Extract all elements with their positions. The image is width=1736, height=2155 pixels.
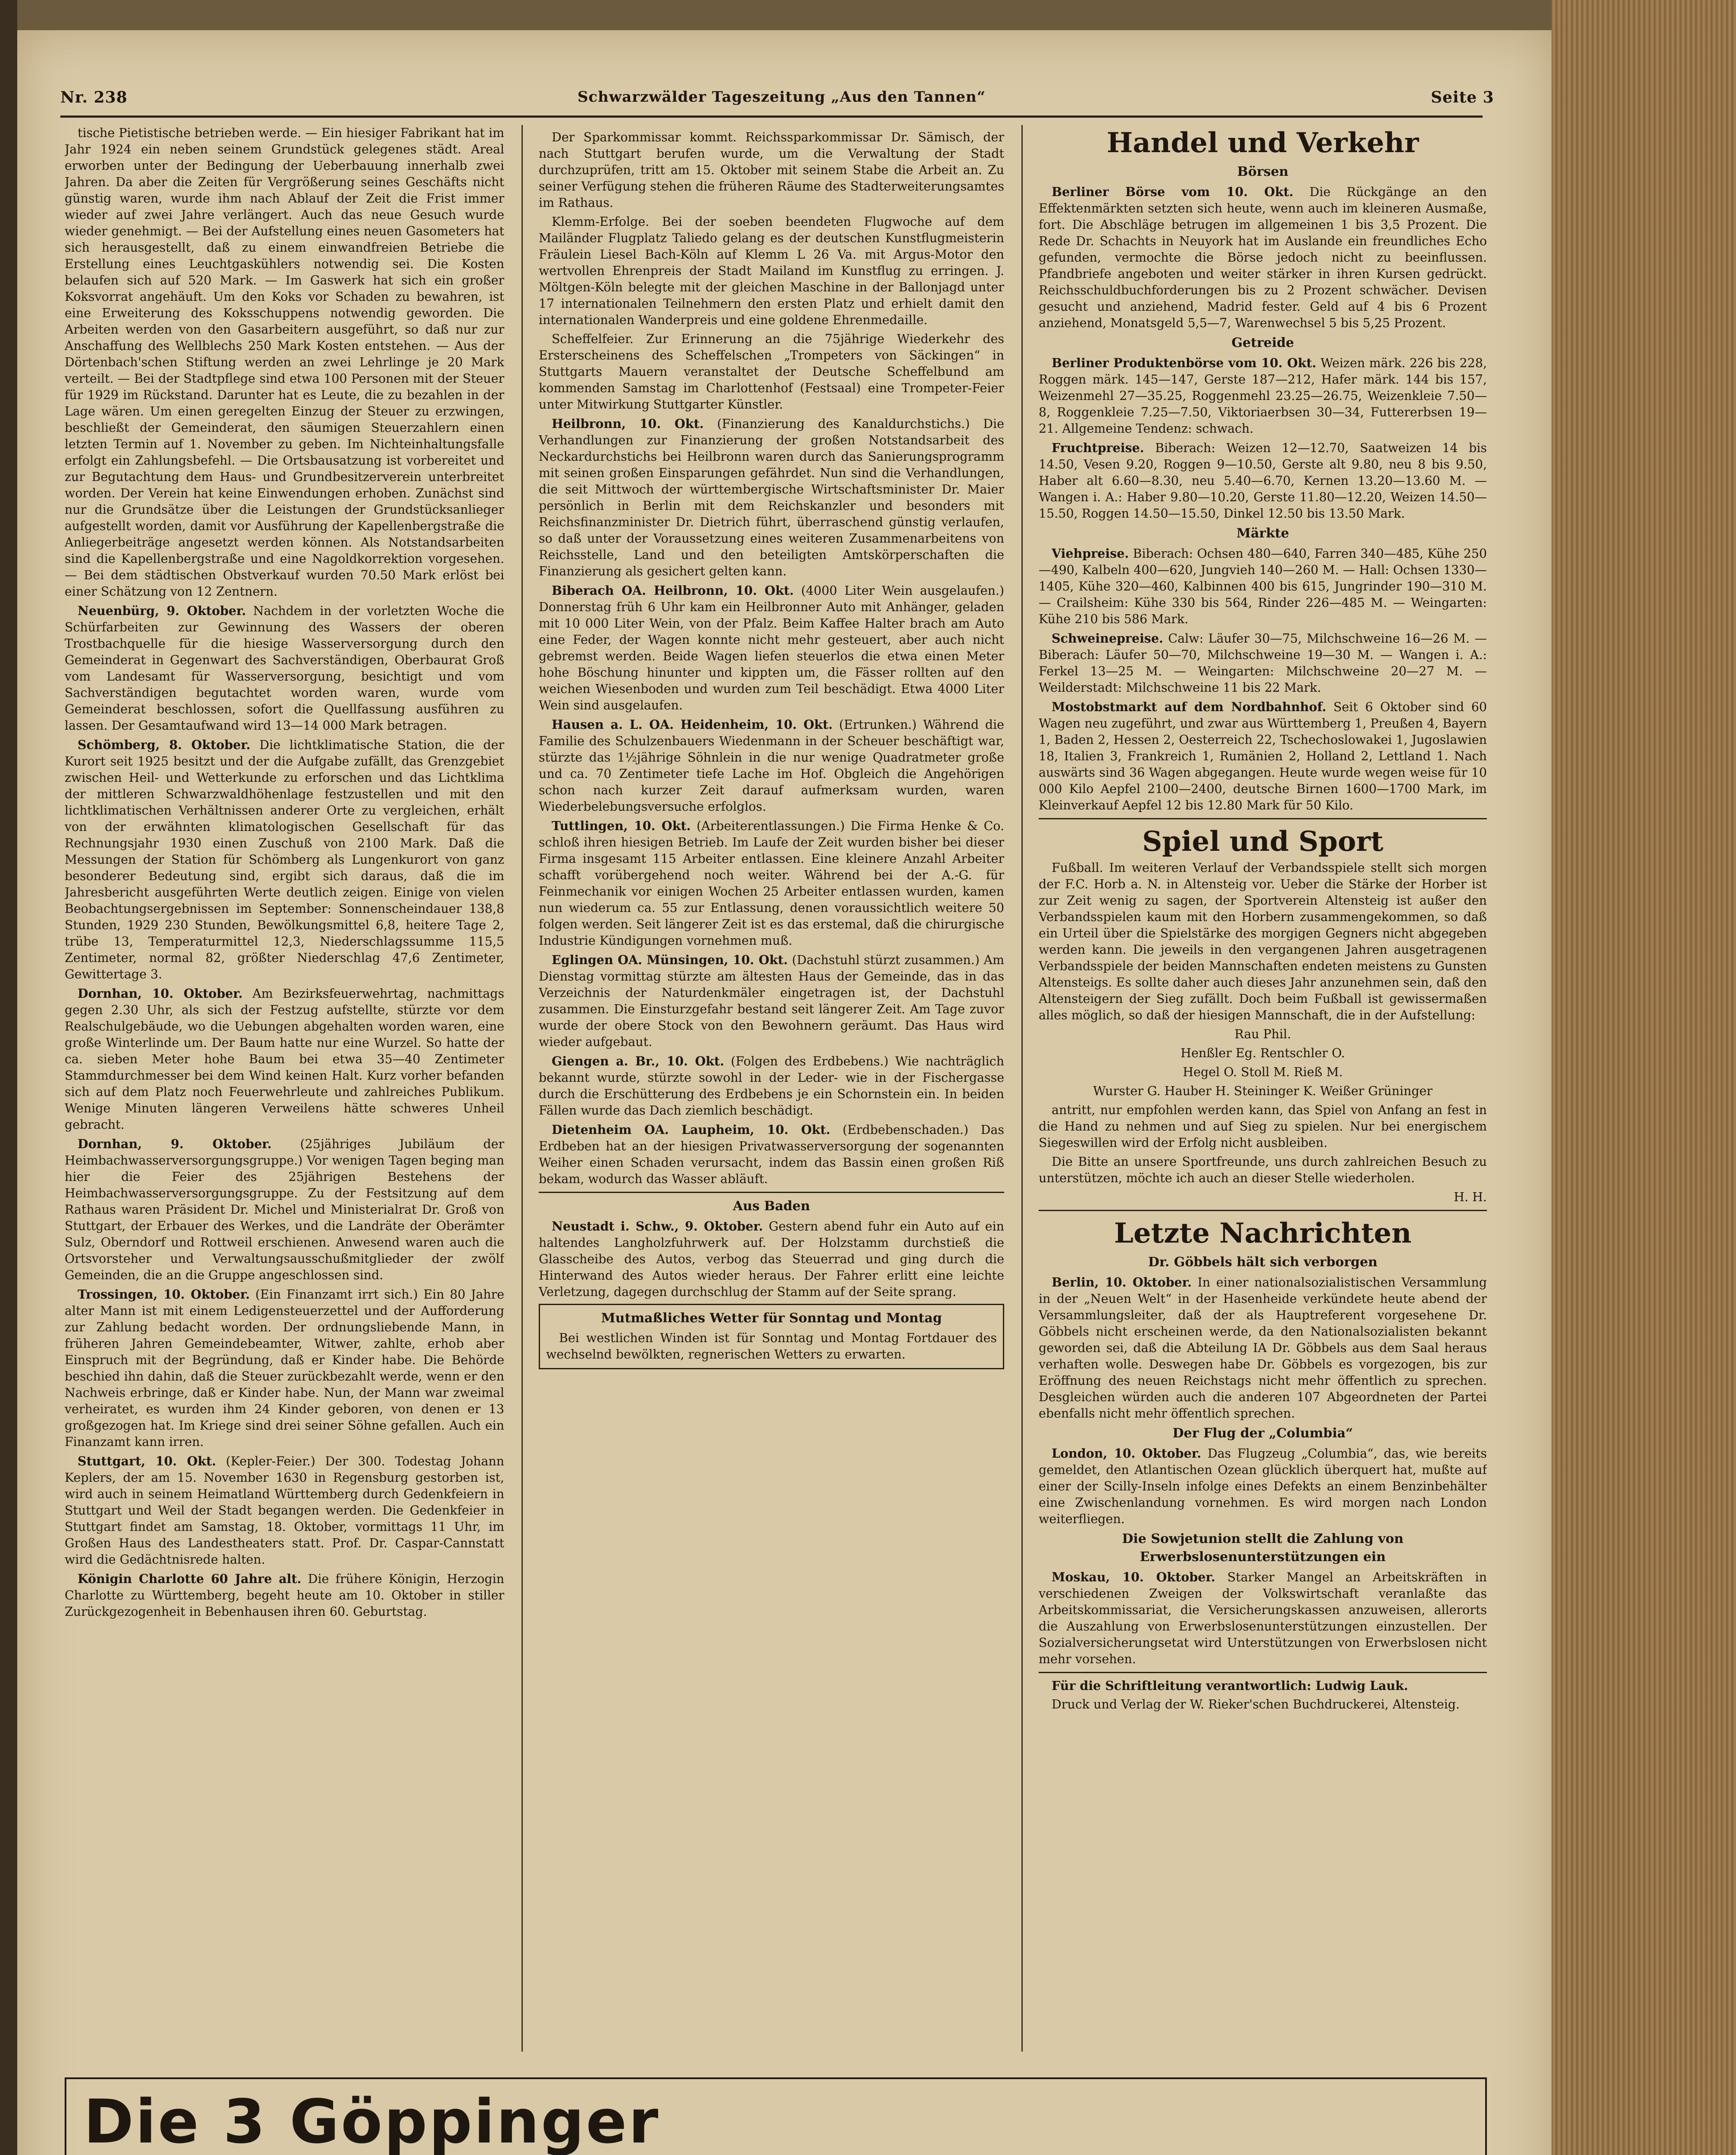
subheading-maerkte: Märkte bbox=[1236, 526, 1290, 541]
dateline: Eglingen OA. Münsingen, 10. Okt. bbox=[552, 953, 788, 967]
dateline: Giengen a. Br., 10. Okt. bbox=[552, 1054, 724, 1068]
news-article: London, 10. Oktober. Das Flugzeug „Columbia“, das, wie bereits gemeldet, den Atlantischen Ozean glücklich überquert hat, mußte auf einer der Scilly-Inseln infolge eines Defekts an einem Benzinbehälter eine Zwischenlandung vornehmen. Es wird morgen nach London weiterfliegen. bbox=[1039, 1446, 1487, 1526]
article: Giengen a. Br., 10. Okt. (Folgen des Erdbebens.) Wie nachträglich bekannt wurde, stürzte sowohl in der Leder- wie in der Fischergasse durch die Erschütterung des Erdbebens je ein Schornstein ein. In beiden Fällen wurde das Dach ziemlich beschädigt. bbox=[539, 1054, 1004, 1118]
masthead-rule bbox=[60, 116, 1483, 118]
lineup-row: Rau Phil. bbox=[1234, 1027, 1291, 1041]
imprint-editor: Für die Schriftleitung verantwortlich: Ludwig Lauk. bbox=[1052, 1678, 1408, 1693]
advertisement-goeppinger bbox=[65, 2077, 1487, 2155]
ad-headline: Die 3 Göppinger bbox=[84, 2087, 660, 2155]
news-article: Berlin, 10. Oktober. In einer nationalsozialistischen Versammlung in der „Neuen Welt“ in der Hasenheide verkündete heute abend der Versammlungsleiter, daß der als Hauptreferent vorgesehene Dr. Göbbels nicht erscheinen werde, da den Nationalsozialisten bekannt geworden sei, daß die Abteilung IA Dr. Göbbels aus dem Saal heraus verhaften wolle. Deswegen habe Dr. Göbbels es vorgezogen, bis zur Eröffnung des neuen Reichstags nicht mehr öffentlich zu sprechen. Desgleichen würden auch die anderen 107 Abgeordneten der Partei ebenfalls nicht mehr öffentlich sprechen. bbox=[1039, 1275, 1487, 1421]
issue-number: Nr. 238 bbox=[60, 88, 128, 106]
book-spine bbox=[1552, 0, 1736, 2155]
news-article: Moskau, 10. Oktober. Starker Mangel an Arbeitskräften in verschiedenen Zweigen der Volkswirtschaft veranlaßte das Arbeitskommissariat, die Versicherungskassen anzuweisen, allerorts die Auszahlung von Erwerbslosenunterstützungen einzustellen. Der Sozialversicherungsetat wird Unterstützungen von Erwerbslosen nicht mehr vorsehen. bbox=[1039, 1570, 1487, 1666]
lineup-row: Henßler Eg. Rentschler O. bbox=[1180, 1046, 1345, 1060]
subheading-boersen: Börsen bbox=[1237, 164, 1289, 179]
dateline: Heilbronn, 10. Okt. bbox=[552, 416, 704, 431]
weather-heading: Mutmaßliches Wetter für Sonntag und Montag bbox=[601, 1311, 942, 1326]
article: tische Pietistische betrieben werde. — Ein hiesiger Fabrikant hat im Jahr 1924 ein neben seinem Grundstück gelegenes städt. Areal erworben unter der Bedingung der Ueberbauung innerhalb zwei Jahren. Da aber die Zeiten für Vergrößerung seines Geschäfts nicht günstig waren, wurde ihm nach Ablauf der Zeit die Frist immer wieder auf zwei Jahre verlängert. Auch das neue Gesuch wurde wieder genehmigt. — Bei der Aufstellung eines neuen Gasometers hat sich herausgestellt, daß zu einem einwandfreien Betriebe die Erstellung eines Leuchtgaskühlers notwendig sei. Die Kosten belaufen sich auf 520 Mark. — Im Gaswerk hat sich ein großer Koksvorrat angehäuft. Um den Koks vor Schaden zu bewahren, ist eine Erweiterung des Koksschuppens notwendig geworden. Die Arbeiten werden von den Gasarbeitern ausgeführt, so daß nur zur Anschaffung des Wellblechs 250 Mark Kosten entstehen. — Aus der Dörtenbach'schen Stiftung werden an zwei Lehrlinge je 20 Mark verteilt. — Bei der Stadtpflege sind etwa 100 Personen mit der Steuer für 1929 im Rückstand. Darunter hat es Leute, die zu bezahlen in der Lage wären. Um einen geregelten Einzug der Steuer zu erzwingen, beschließt der Gemeinderat, den säumigen Steuerzahlern einen letzten Termin auf 1. November zu geben. Im Nichteinhaltungsfalle erfolgt ein Zahlungsbefehl. — Die Ortsbausatzung ist vorbereitet und zur Begutachtung dem Haus- und Grundbesitzerverein unterbreitet worden. Der Verein hat keine Einwendungen erhoben. Zunächst sind nur die Grundsätze über die Leistungen der Grundstücksanlieger aufgestellt worden, damit vor Ausführung der Kapellenbergstraße die Anliegerbeiträge angesetzt werden können. Als Notstandsarbeiten sind die Kapellenbergstraße und eine Nagoldkorrektion vorgesehen. — Bei dem städtischen Obstverkauf wurden 70.50 Mark erlöst bei einer Schätzung von 12 Zentnern. bbox=[65, 126, 504, 599]
article: Neustadt i. Schw., 9. Oktober. Gestern abend fuhr ein Auto auf ein haltendes Langholzfuhrwerk auf. Der Holzstamm durchstieß die Glasscheibe des Autos, verbog das Steuerrad und ging durch die Hinterwand des Autos wieder heraus. Der Fahrer erlitt eine leichte Verletzung, dagegen durchschlug der Stamm auf der Seite sprang. bbox=[539, 1219, 1004, 1299]
column-local-news bbox=[65, 125, 504, 2052]
news-heading: Dr. Göbbels hält sich verborgen bbox=[1148, 1255, 1378, 1270]
article: Eglingen OA. Münsingen, 10. Okt. (Dachstuhl stürzt zusammen.) Am Dienstag vormittag stürzte am ältesten Haus der Gemeinde, das in das Verzeichnis der Naturdenkmäler eingetragen ist, der Dachstuhl zusammen. Die Einsturzgefahr bestand seit längerer Zeit. Am Tage zuvor wurde der obere Stock von den Bewohnern geräumt. Das Haus wird wieder aufgebaut. bbox=[539, 953, 1004, 1049]
column-trade-sport-latest bbox=[1039, 125, 1487, 2052]
market-report: Berliner Produktenbörse vom 10. Okt. Weizen märk. 226 bis 228, Roggen märk. 145—147, Gerste 187—212, Hafer märk. 144 bis 157, Weizenmehl 27—35.25, Roggenmehl 23.25—26.75, Weizenkleie 7.50—8, Roggenkleie 7.25—7.50, Viktoriaerbsen 30—34, Futtererbsen 19—21. Allgemeine Tendenz: schwach. bbox=[1039, 356, 1487, 436]
book-binding-left bbox=[0, 0, 17, 2155]
column-rule bbox=[521, 125, 523, 2052]
sport-article: Fußball. Im weiteren Verlauf der Verbandsspiele stellt sich morgen der F.C. Horb a. N. in Altensteig vor. Ueber die Stärke der Horber ist zur Zeit wenig zu sagen, der Sportverein Altensteig ist außer den Verbandsspielen kaum mit den Horbern zusammengekommen, so daß ein Urteil über die Spielstärke des morgigen Gegners nicht abgegeben werden kann. Die jeweils in den vergangenen Jahren ausgetragenen Verbandsspiele der beiden Mannschaften endeten meistens zu Gunsten Altensteigs. Es sollte daher auch dieses Jahr anzunehmen sein, daß den Altensteigern der Sieg zufällt. Doch beim Fußball ist gewissermaßen alles möglich, so daß der hiesigen Mannschaft, die in der Aufstellung: bbox=[1039, 861, 1487, 1022]
sport-article: antritt, nur empfohlen werden kann, das Spiel von Anfang an fest in die Hand zu nehmen und auf Sieg zu spielen. Nur bei energischem Siegeswillen wird der Erfolg nicht ausbleiben. bbox=[1039, 1103, 1487, 1150]
news-heading: Der Flug der „Columbia“ bbox=[1172, 1426, 1353, 1441]
market-report: Berliner Börse vom 10. Okt. Die Rückgänge an den Effektenmärkten setzten sich heute, wenn auch im kleineren Ausmaße, fort. Die Abschläge betrugen im allgemeinen 1 bis 3,5 Prozent. Die Rede Dr. Schachts in Neuyork hat im Auslande ein freundliches Echo gefunden, vermochte die Börse jedoch nicht zu beeinflussen. Pfandbriefe angeboten und weiter stärker in ihren Kursen gedrückt. Reichsschuldbuchforderungen bis zu 2 Prozent schwächer. Devisen gesucht und anziehend, Madrid fester. Geld auf 4 bis 6 Prozent anziehend, Monatsgeld 5,5—7, Warenwechsel 5 bis 5,25 Prozent. bbox=[1039, 184, 1487, 330]
column-regional-news bbox=[539, 129, 1004, 2039]
dateline: Schömberg, 8. Oktober. bbox=[78, 737, 251, 752]
dateline: Hausen a. L. OA. Heidenheim, 10. Okt. bbox=[552, 717, 833, 732]
article: Hausen a. L. OA. Heidenheim, 10. Okt. (Ertrunken.) Während die Familie des Schulzenbauers Wiedenmann in der Scheuer beschäftigt war, stürzte das 1½jährige Söhnlein in die nur wenige Quadratmeter große und ca. 70 Zentimeter tiefe Lache im Hof. Obgleich die Angehörigen schon nach kurzer Zeit darauf aufmerksam wurden, waren Wiederbelebungsversuche erfolglos. bbox=[539, 717, 1004, 814]
section-heading-latest: Letzte Nachrichten bbox=[1114, 1217, 1411, 1249]
market-report: Mostobstmarkt auf dem Nordbahnhof. Seit 6 Oktober sind 60 Wagen neu zugeführt, und zwar aus Württemberg 1, Preußen 4, Bayern 1, Baden 2, Hessen 2, Oesterreich 22, Tschechoslowakei 1, Jugoslawien 18, Italien 3, Frankreich 1, Rumänien 2, Holland 2, Lettland 1. Nach auswärts sind 36 Wagen abgegangen. Heute wurde wegen weise für 10 000 Kilo Aepfel 2100—2400, deutsche Birnen 1600—1700 Mark, im Kleinverkauf Aepfel 12 bis 12.80 Mark für 50 Kilo. bbox=[1039, 700, 1487, 812]
imprint-publisher: Druck und Verlag der W. Rieker'schen Buchdruckerei, Altensteig. bbox=[1052, 1697, 1460, 1712]
dateline: Dornhan, 9. Oktober. bbox=[78, 1137, 272, 1151]
newspaper-title: Schwarzwälder Tageszeitung „Aus den Tannen“ bbox=[578, 88, 986, 106]
article: Dornhan, 10. Oktober. Am Bezirksfeuerwehrtag, nachmittags gegen 2.30 Uhr, als sich der Festzug aufstellte, stürzte vor dem Realschulgebäude, wo die Uebungen abgehalten worden waren, eine große Winterlinde um. Der Baum hatte nur eine Wurzel. So hatte der ca. sieben Meter hohe Baum bei etwa 35—40 Zentimeter Stammdurchmesser bei dem Wind keinen Halt. Kurz vorher befanden sich auf dem Platz noch Feuerwehrleute und zahlreiches Publikum. Wenige Minuten längeren Verweilens hätte schweres Unheil gebracht. bbox=[65, 986, 504, 1132]
article: Trossingen, 10. Oktober. (Ein Finanzamt irrt sich.) Ein 80 Jahre alter Mann ist mit einem Ledigensteuerzettel und der Aufforderung zur Zahlung bedacht worden. Der ordnungsliebende Mann, in früheren Jahren Gemeindebeamter, Witwer, zahlte, erhob aber Einspruch mit der Begründung, daß er Kinder habe. Die Behörde beschied ihn dahin, daß die Steuer zurückbezahlt werde, wenn er den Nachweis erbringe, daß er Kinder habe. Nun, der Mann war zweimal verheiratet, es wurden ihm 24 Kinder geboren, von denen er 13 großgezogen hat. Im Kriege sind drei seiner Söhne gefallen. Auch ein Finanzamt kann irren. bbox=[65, 1287, 504, 1449]
section-rule bbox=[1039, 818, 1487, 819]
section-rule bbox=[539, 1192, 1004, 1193]
article: Schömberg, 8. Oktober. Die lichtklimatische Station, die der Kurort seit 1925 besitzt und der die Aufgabe zufällt, das Grenzgebiet zwischen Heil- und Wetterkunde zu erforschen und das Lichtklima der mittleren Schwarzwaldhöhenlage festzustellen und mit den lichtklimatischen Verhältnissen anderer Orte zu vergleichen, erhält von der erwähnten klimatologischen Gesellschaft für das Rechnungsjahr 1930 einen Zuschuß von 2100 Mark. Daß die Messungen der Station für Schömberg als Lungenkurort von ganz besonderer Bedeutung sind, ergibt sich daraus, daß die im Jahresbericht ausgeführten Werte deutlich zeigen. Einige von vielen Beobachtungsergebnissen im September: Sonnenscheindauer 138,8 Stunden, 1929 230 Stunden, Bewölkungsmittel 6,8, heitere Tage 2, trübe 13, Temperaturmittel 12,3, Niederschlagssumme 115,5 Zentimeter, normal 82, größter Niederschlag 47,6 Zentimeter, Gewittertage 3. bbox=[65, 737, 504, 981]
author-signature: H. H. bbox=[1454, 1190, 1487, 1204]
article: Tuttlingen, 10. Okt. (Arbeiterentlassungen.) Die Firma Henke & Co. schloß ihren hiesigen Betrieb. Im Laufe der Zeit wurden bisher bei dieser Firma insgesamt 115 Arbeiter entlassen. Eine kleinere Anzahl Arbeiter schafft vorübergehend noch weiter. Während bei der A.-G. für Feinmechanik vor einigen Wochen 25 Arbeiter entlassen wurden, kamen nun wiederum ca. 55 zur Entlassung, denen voraussichtlich weitere 50 folgen werden. Seit längerer Zeit ist es das erstemal, daß die chirurgische Industrie Kündigungen vornehmen muß. bbox=[539, 818, 1004, 948]
article: Heilbronn, 10. Okt. (Finanzierung des Kanaldurchstichs.) Die Verhandlungen zur Finanzierung der großen Notstandsarbeit des Neckardurchstichs bei Heilbronn waren durch das Sanierungsprogramm mit seinen großen Einsparungen gefährdet. Nun sind die Verhandlungen, die seit Mittwoch der württembergische Wirtschaftsminister Dr. Maier persönlich in Berlin mit dem Reichskanzler und besonders mit Reichsfinanzminister Dr. Dietrich führt, überraschend günstig verlaufen, so daß unter der Voraussetzung eines weiteren Zusammenarbeitens von Reichsstelle, Land und den beteiligten Amtskörperschaften die Finanzierung als gesichert gelten kann. bbox=[539, 416, 1004, 578]
dateline: Dornhan, 10. Oktober. bbox=[78, 986, 243, 1001]
weather-text: Bei westlichen Winden ist für Sonntag und Montag Fortdauer des wechselnd bewölkten, regnerischen Wetters zu erwarten. bbox=[546, 1331, 997, 1362]
dateline: Stuttgart, 10. Okt. bbox=[78, 1454, 216, 1468]
dateline: Neuenbürg, 9. Oktober. bbox=[78, 603, 246, 618]
lineup-row: Wurster G. Hauber H. Steininger K. Weißer Grüninger bbox=[1093, 1084, 1433, 1098]
article: Klemm-Erfolge. Bei der soeben beendeten Flugwoche auf dem Mailänder Flugplatz Taliedo gelang es der deutschen Kunstflugmeisterin Fräulein Liesel Bach-Köln auf Klemm L 26 Va. mit Argus-Motor den wertvollen Ehrenpreis der Stadt Mailand im Kunstflug zu erringen. J. Möltgen-Köln belegte mit der gleichen Maschine in der Ballonjagd unter 17 internationalen Teilnehmern den ersten Platz und erhielt damit den internationalen Wanderpreis und eine goldene Ehrenmedaille. bbox=[539, 215, 1004, 327]
section-heading-sport: Spiel und Sport bbox=[1142, 825, 1383, 858]
article: Der Sparkommissar kommt. Reichssparkommissar Dr. Sämisch, der nach Stuttgart berufen wurde, um die Verwaltung der Stadt durchzuprüfen, tritt am 15. Oktober mit seinem Stabe die Arbeit an. Zu seiner Verfügung stehen die früheren Räume des Stadterweiterungsamtes im Rathaus. bbox=[539, 130, 1004, 210]
article: Stuttgart, 10. Okt. (Kepler-Feier.) Der 300. Todestag Johann Keplers, der am 15. November 1630 in Regensburg gestorben ist, wird auch in seinem Heimatland Württemberg durch Gedenkfeiern in Stuttgart und Weil der Stadt begangen werden. Die Gedenkfeier in Stuttgart findet am Samstag, 18. Oktober, vormittags 11 Uhr, im Großen Haus des Landestheaters statt. Prof. Dr. Caspar-Cannstatt wird die Gedächtnisrede halten. bbox=[65, 1454, 504, 1567]
article: Neuenbürg, 9. Oktober. Nachdem in der vorletzten Woche die Schürfarbeiten zur Gewinnung des Wassers der oberen Trostbachquelle für die hiesige Wasserversorgung durch den Gemeinderat in Gegenwart des Sachverständigen, Oberbaurat Groß vom Landesamt für Wasserversorgung, besichtigt und vom Sachverständigen begutachtet worden waren, wurde vom Gemeinderat beschlossen, sofort die Quellfassung ausführen zu lassen. Der Gesamtaufwand wird 13—14 000 Mark betragen. bbox=[65, 603, 504, 733]
article: Dietenheim OA. Laupheim, 10. Okt. (Erdbebenschaden.) Das Erdbeben hat an der hiesigen Privatwasserversorgung der sogenannten Weiher einen Schaden verursacht, indem das Bassin einen großen Riß bekam, wodurch das Wasser abläuft. bbox=[539, 1122, 1004, 1186]
dateline: Biberach OA. Heilbronn, 10. Okt. bbox=[552, 583, 794, 598]
dateline: Neustadt i. Schw., 9. Oktober. bbox=[552, 1219, 763, 1234]
section-heading-baden: Aus Baden bbox=[733, 1199, 810, 1214]
lineup-row: Hegel O. Stoll M. Rieß M. bbox=[1183, 1065, 1343, 1079]
dateline: Königin Charlotte 60 Jahre alt. bbox=[78, 1571, 302, 1586]
dateline: Trossingen, 10. Oktober. bbox=[78, 1287, 250, 1302]
subheading-getreide: Getreide bbox=[1231, 335, 1294, 350]
market-report: Fruchtpreise. Biberach: Weizen 12—12.70, Saatweizen 14 bis 14.50, Vesen 9.20, Roggen 9—10.50, Gerste alt 9.80, neu 8 bis 9.50, Haber alt 6.60—8.30, neu 5.40—6.70, Kernen 13.20—13.60 M. — Wangen i. A.: Haber 9.80—10.20, Gerste 11.80—12.20, Weizen 14.50—15.50, Roggen 14.50—15.50, Dinkel 12.50 bis 13.50 Mark. bbox=[1039, 440, 1487, 521]
article: Scheffelfeier. Zur Erinnerung an die 75jährige Wiederkehr des Ersterscheinens des Scheffelschen „Trompeters von Säckingen“ in Stuttgarts Mauern veranstaltet der Deutsche Scheffelbund am kommenden Samstag im Charlottenhof (Festsaal) eine Trompeter-Feier unter Mitwirkung Stuttgarter Künstler. bbox=[539, 332, 1004, 412]
sport-article: Die Bitte an unsere Sportfreunde, uns durch zahlreichen Besuch zu unterstützen, möchte ich auch an dieser Stelle wiederholen. bbox=[1039, 1155, 1487, 1185]
article: Königin Charlotte 60 Jahre alt. Die frühere Königin, Herzogin Charlotte zu Württemberg, begeht heute am 10. Oktober in stiller Zurückgezogenheit in Bebenhausen ihren 60. Geburtstag. bbox=[65, 1571, 504, 1619]
dateline: Dietenheim OA. Laupheim, 10. Okt. bbox=[552, 1122, 831, 1137]
page-number: Seite 3 bbox=[1431, 88, 1494, 106]
market-report: Viehpreise. Biberach: Ochsen 480—640, Farren 340—485, Kühe 250—490, Kalbeln 400—620, Jungvieh 140—260 M. — Hall: Ochsen 1330—1405, Kühe 320—460, Kalbinnen 400 bis 615, Jungrinder 190—310 M. — Crailsheim: Kühe 330 bis 564, Rinder 226—485 M. — Weingarten: Kühe 210 bis 586 Mark. bbox=[1039, 546, 1487, 626]
section-heading-handel: Handel und Verkehr bbox=[1106, 127, 1419, 159]
section-rule bbox=[1039, 1672, 1487, 1673]
section-rule bbox=[1039, 1210, 1487, 1211]
article: Dornhan, 9. Oktober. (25jähriges Jubiläum der Heimbachwasserversorgungsgruppe.) Vor wenigen Tagen beging man hier die Feier des 25jährigen Bestehens der Heimbachwasserversorgungsgruppe. Zu der Festsitzung auf dem Rathaus waren Präsident Dr. Michel und Ministerialrat Dr. Groß von Stuttgart, der Erbauer des Werkes, und die Landräte der Oberämter Sulz, Oberndorf und Rottweil erschienen. Anwesend waren auch die Ortsvorsteher und Verwaltungsausschußmitglieder der zwölf Gemeinden, die an die Gruppe angeschlossen sind. bbox=[65, 1137, 504, 1282]
column-rule bbox=[1021, 125, 1023, 2052]
article: Biberach OA. Heilbronn, 10. Okt. (4000 Liter Wein ausgelaufen.) Donnerstag früh 6 Uhr kam ein Heilbronner Auto mit Anhänger, geladen mit 10 000 Liter Wein, von der Pfalz. Beim Kaffee Halter brach am Auto eine Feder, der Wagen konnte nicht mehr gesteuert, aber auch nicht gebremst werden. Beide Wagen liefen steuerlos die etwa einen Meter hohe Böschung hinunter und kippten um, die Fässer rollten auf den weichen Wiesenboden und wurden zum Teil beschädigt. Etwa 4000 Liter Wein sind ausgelaufen. bbox=[539, 583, 1004, 712]
weather-box bbox=[539, 1304, 1004, 1369]
dateline: Tuttlingen, 10. Okt. bbox=[552, 818, 691, 833]
market-report: Schweinepreise. Calw: Läufer 30—75, Milchschweine 16—26 M. — Biberach: Läufer 50—70, Milchschweine 19—30 M. — Wangen i. A.: Ferkel 13—25 M. — Weingarten: Milchschweine 20—27 M. — Weilderstadt: Milchschweine 11 bis 22 Mark. bbox=[1039, 631, 1487, 695]
news-heading: Die Sowjetunion stellt die Zahlung von Erwerbslosenunterstützungen ein bbox=[1122, 1531, 1404, 1565]
